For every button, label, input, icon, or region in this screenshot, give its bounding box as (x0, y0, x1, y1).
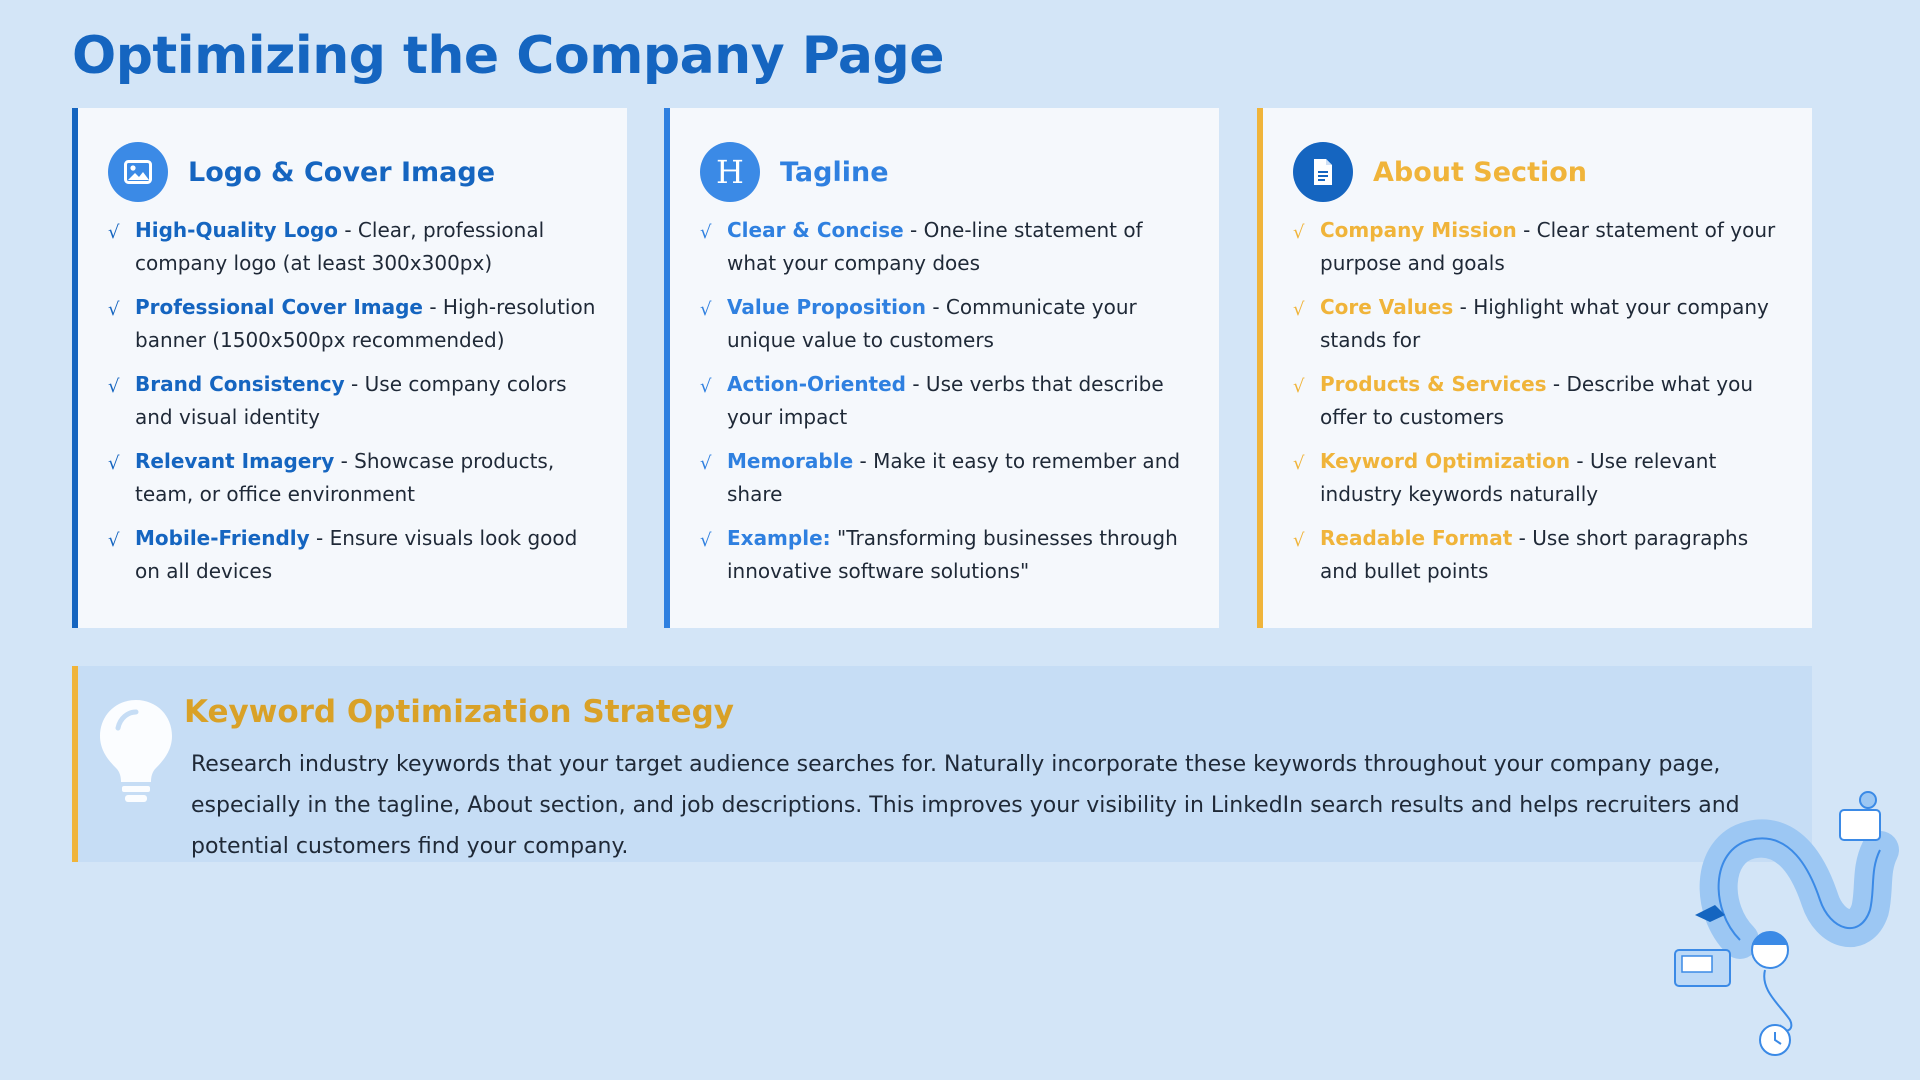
item-key: Readable Format (1320, 526, 1513, 550)
card-header (1293, 142, 1782, 202)
item-text: - Communicate your unique value to customers (727, 295, 1137, 352)
list-item (108, 368, 597, 434)
card-title: Logo & Cover Image (188, 156, 496, 188)
card-tagline (664, 108, 1219, 628)
item-key: Relevant Imagery (135, 449, 335, 473)
item-key: Keyword Optimization (1320, 449, 1571, 473)
cards-row (72, 108, 1812, 628)
item-key: Core Values (1320, 295, 1454, 319)
item-key: Example: (727, 526, 831, 550)
heading-icon: H (700, 142, 760, 202)
list-item (1293, 445, 1782, 511)
item-key: Professional Cover Image (135, 295, 423, 319)
item-text: - High-resolution banner (1500x500px recommended) (135, 295, 596, 352)
list-item (1293, 291, 1782, 357)
card-logo-cover (72, 108, 627, 628)
item-text: - Use short paragraphs and bullet points (1320, 526, 1749, 583)
card-header (700, 142, 1189, 202)
item-key: Mobile-Friendly (135, 526, 310, 550)
item-key: Action-Oriented (727, 372, 906, 396)
list-item (108, 522, 597, 588)
check-icon: √ (700, 453, 712, 474)
item-text: - Use relevant industry keywords naturally (1320, 449, 1717, 506)
check-icon: √ (1293, 222, 1305, 243)
item-text: - Clear, professional company logo (at least 300x300px) (135, 218, 545, 275)
list-item (108, 214, 597, 280)
item-text: - Highlight what your company stands for (1320, 295, 1769, 352)
card-list (108, 214, 597, 588)
lightbulb-icon (98, 698, 174, 808)
document-icon (1293, 142, 1353, 202)
check-icon: √ (108, 376, 120, 397)
list-item (1293, 368, 1782, 434)
check-icon: √ (700, 376, 712, 397)
check-icon: √ (1293, 299, 1305, 320)
strategy-title: Keyword Optimization Strategy (184, 694, 734, 730)
list-item (700, 445, 1189, 511)
item-text: - One-line statement of what your company does (727, 218, 1143, 275)
list-item (700, 214, 1189, 280)
card-title: Tagline (780, 156, 889, 188)
list-item (1293, 522, 1782, 588)
check-icon: √ (1293, 453, 1305, 474)
check-icon: √ (108, 222, 120, 243)
strategy-body: Research industry keywords that your target audience searches for. Naturally incorporate these keywords throughout your company page, especially in the tagline, About section, and job descriptions. This improves your visibility in LinkedIn search results and helps recruiters and potential customers find your company. (191, 752, 1740, 859)
item-text: - Use company colors and visual identity (135, 372, 567, 429)
list-item (108, 291, 597, 357)
item-text: "Transforming businesses through innovative software solutions" (727, 526, 1178, 583)
check-icon: √ (700, 530, 712, 551)
person-illustration (1670, 790, 1900, 1064)
item-key: Memorable (727, 449, 854, 473)
image-icon (108, 142, 168, 202)
item-text: - Ensure visuals look good on all devices (135, 526, 578, 583)
list-item (700, 291, 1189, 357)
check-icon: √ (108, 299, 120, 320)
check-icon: √ (700, 299, 712, 320)
item-key: Value Proposition (727, 295, 926, 319)
card-header (108, 142, 597, 202)
check-icon: √ (1293, 530, 1305, 551)
card-about (1257, 108, 1812, 628)
strategy-callout (72, 666, 1812, 862)
check-icon: √ (700, 222, 712, 243)
item-key: Clear & Concise (727, 218, 904, 242)
item-key: Company Mission (1320, 218, 1517, 242)
card-list (700, 214, 1189, 588)
card-title: About Section (1373, 156, 1587, 188)
list-item (108, 445, 597, 511)
item-text: - Make it easy to remember and share (727, 449, 1181, 506)
page-title: Optimizing the Company Page (72, 26, 944, 86)
check-icon: √ (108, 453, 120, 474)
item-text: - Clear statement of your purpose and goals (1320, 218, 1776, 275)
list-item (700, 368, 1189, 434)
item-key: Brand Consistency (135, 372, 345, 396)
item-text: - Describe what you offer to customers (1320, 372, 1753, 429)
card-list (1293, 214, 1782, 588)
item-key: Products & Services (1320, 372, 1547, 396)
check-icon: √ (108, 530, 120, 551)
item-text: - Showcase products, team, or office environment (135, 449, 555, 506)
item-key: High-Quality Logo (135, 218, 338, 242)
item-text: - Use verbs that describe your impact (727, 372, 1164, 429)
list-item (1293, 214, 1782, 280)
list-item (700, 522, 1189, 588)
check-icon: √ (1293, 376, 1305, 397)
